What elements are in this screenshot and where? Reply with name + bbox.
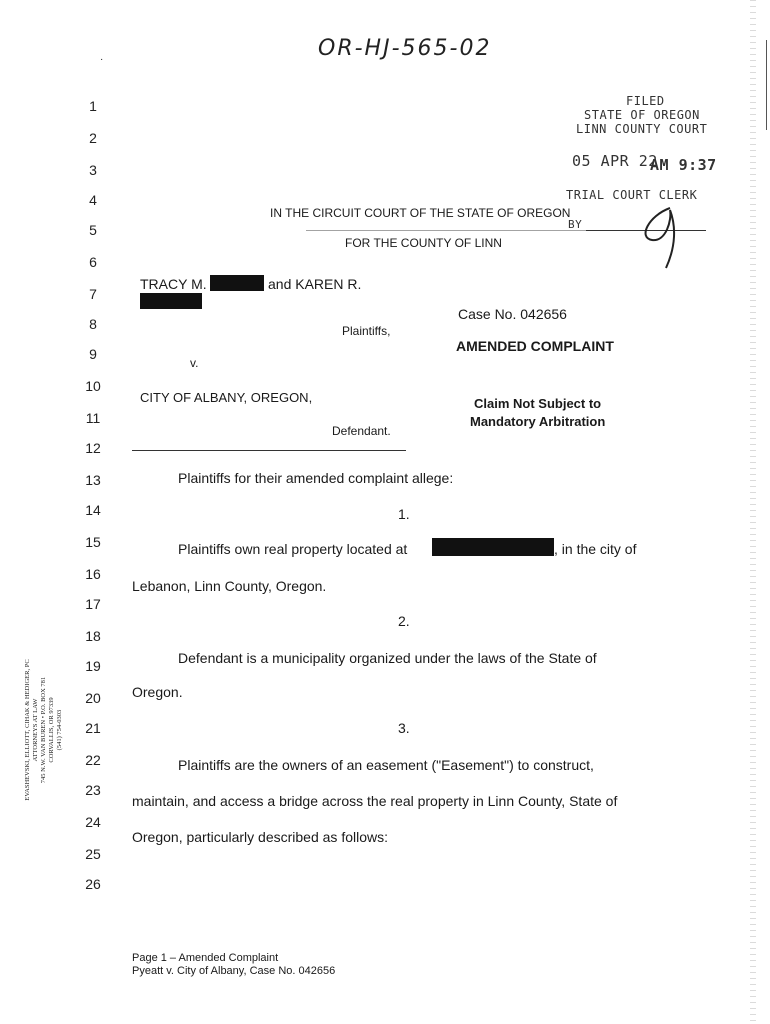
- line-number: 2: [89, 130, 97, 146]
- handwritten-case-number: OR-HJ-565-02: [318, 36, 492, 61]
- county-heading: FOR THE COUNTY OF LINN: [345, 236, 502, 250]
- scan-edge-artifact: [750, 0, 756, 1024]
- line-number: 23: [85, 782, 101, 798]
- paragraph-number: 3.: [398, 720, 410, 736]
- defendant-label: Defendant.: [332, 424, 391, 438]
- filed-stamp-time: AM 9:37: [650, 156, 717, 174]
- redaction-bar: [140, 293, 202, 309]
- line-number: 4: [89, 192, 97, 208]
- filed-stamp-county: LINN COUNTY COURT: [576, 122, 708, 136]
- line-number: 21: [85, 720, 101, 736]
- filed-stamp-title: FILED: [626, 94, 665, 108]
- filed-stamp-state: STATE OF OREGON: [584, 108, 700, 122]
- footer-case-caption: Pyeatt v. City of Albany, Case No. 042656: [132, 965, 336, 977]
- para1-text: Plaintiffs own real property located at: [178, 541, 408, 557]
- scan-speck: ·: [100, 54, 104, 65]
- law-firm-city: CORVALLIS, OR 97339: [48, 697, 55, 763]
- line-number: 11: [85, 410, 101, 426]
- law-firm-phone: (541) 754-0303: [56, 709, 63, 751]
- line-number: 13: [85, 472, 101, 488]
- claim-note-line1: Claim Not Subject to: [474, 396, 602, 411]
- line-number: 19: [85, 658, 101, 674]
- line-number: 15: [85, 534, 101, 550]
- filed-stamp-date: 05 APR 22: [572, 152, 658, 170]
- law-firm-sidebar: [14, 610, 74, 850]
- law-firm-subtitle: ATTORNEYS AT LAW: [32, 698, 39, 762]
- line-number: 22: [85, 752, 101, 768]
- clerk-signature: [626, 198, 696, 270]
- line-number: 12: [85, 440, 101, 456]
- line-number: 7: [89, 286, 97, 302]
- footer-page-label: Page 1 – Amended Complaint: [132, 952, 279, 964]
- line-number: 5: [89, 222, 97, 238]
- law-firm-name: EVASHEVSKI, ELLIOTT, CIHAK & HEDIGER, PC: [24, 659, 31, 801]
- line-number: 1: [89, 98, 97, 114]
- plaintiff-name-first: TRACY M.: [140, 276, 207, 292]
- filed-stamp-by: BY: [568, 218, 583, 231]
- document-title: AMENDED COMPLAINT: [456, 338, 614, 354]
- line-number: 18: [85, 628, 101, 644]
- line-number: 8: [89, 316, 97, 332]
- heading-underline: [306, 230, 596, 231]
- paragraph-number: 1.: [398, 506, 410, 522]
- redaction-bar: [210, 275, 264, 291]
- line-number: 3: [89, 162, 97, 178]
- line-number: 26: [85, 876, 101, 892]
- filed-stamp-clerk: TRIAL COURT CLERK: [566, 188, 698, 202]
- line-number: 10: [85, 378, 101, 394]
- line-number: 14: [85, 502, 101, 518]
- scan-edge-line: [766, 40, 767, 130]
- case-number: Case No. 042656: [458, 306, 567, 322]
- line-number: 17: [85, 596, 101, 612]
- para1-text-cont: , in the city of: [554, 541, 637, 557]
- intro-paragraph: Plaintiffs for their amended complaint allege:: [178, 470, 454, 486]
- para3-text: Plaintiffs are the owners of an easement ("Easement") to construct,: [178, 757, 594, 773]
- line-number: 6: [89, 254, 97, 270]
- plaintiffs-label: Plaintiffs,: [342, 324, 391, 338]
- plaintiff-name-second: and KAREN R.: [268, 276, 362, 292]
- line-number: 24: [85, 814, 101, 830]
- court-heading: IN THE CIRCUIT COURT OF THE STATE OF OREGON: [270, 206, 571, 220]
- defendant-name: CITY OF ALBANY, OREGON,: [140, 390, 313, 405]
- para2-text-line2: Oregon.: [132, 684, 183, 700]
- caption-rule: [132, 450, 406, 451]
- para3-text-line3: Oregon, particularly described as follows:: [132, 829, 389, 845]
- para2-text: Defendant is a municipality organized under the laws of the State of: [178, 650, 597, 666]
- claim-note-line2: Mandatory Arbitration: [470, 414, 606, 429]
- line-number: 20: [85, 690, 101, 706]
- line-number: 25: [85, 846, 101, 862]
- paragraph-number: 2.: [398, 613, 410, 629]
- law-firm-address: 745 N.W. VAN BUREN • P.O. BOX 781: [40, 676, 47, 784]
- redaction-bar: [432, 538, 554, 556]
- para1-text-line2: Lebanon, Linn County, Oregon.: [132, 578, 327, 594]
- line-number: 9: [89, 346, 97, 362]
- line-number: 16: [85, 566, 101, 582]
- para3-text-line2: maintain, and access a bridge across the real property in Linn County, State of: [132, 793, 618, 809]
- versus-label: v.: [190, 356, 199, 370]
